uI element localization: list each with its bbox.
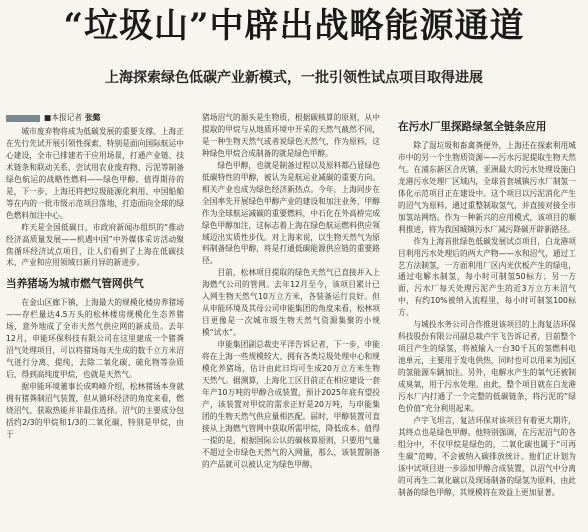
paragraph: 卢宇飞坦言，复洁环保对该项目有着更大期许，其终点也是绿色甲醇。他特别强调，在污泥沼气的各组分中，不仅甲烷是绿色的，二氧化碳也属于“可再生碳”范畴，不会被纳入碳排放统计。他们正计划为该中试项目进一步添加甲醇合成装置，以沼气中分离的可再生二氧化碳以及现场制备的绿氢为原料，由此制备的绿色甲醇，其规模将在效益上更加显著。 <box>398 415 576 497</box>
section-heading: 当养猪场为城市燃气管网供气 <box>6 278 144 291</box>
paragraph: 昨天是全国低碳日，市政府新闻办组织的“推动经济高质量发展——机遇中国”中外媒体采访活动聚焦循环经济试点项目，让人们看到了上海在低碳技术、产业和应用领域日新月异的新进步。 <box>6 222 184 268</box>
section-heading: 在污水厂里探路绿氢全链条应用 <box>398 121 547 133</box>
paragraph: 猪场沼气的源头是生物质，根据碳核算的原则，从中提取的甲烷与从地质环境中开采的天然气截然不同，是一种生物天然气或者说绿色天然气，作为原料，这种绿色甲烷合成制备的就是绿色甲醇。 <box>202 113 380 158</box>
paragraph: 在金山区廊下镇，上海最大的规模化楼房养猪场——存栏量达4.5万头的松林楼房规模化生态养猪场，意外地成了全市天然气供应网的新成员。去年12月，申能环保科技有限公司在这里建成一个猪粪沼气处理项目，可以将猪场每天生成的数千立方米沼气进行分离、提纯，去除二氧化碳、硫化物等杂质后，得到高纯度甲烷，也就是天然气。 <box>6 298 184 380</box>
headline: “垃圾山”中辟出战略能源通道 <box>63 6 525 46</box>
subheadline: 上海探索绿色低碳产业新模式，一批引领性试点项目取得进展 <box>105 70 483 86</box>
paragraph: 据申能环境董事长成鸣峰介绍，松林猪场本身就拥有猪粪制沼气装置，但从循环经济的角度来看，燃烧沼气、获取热能并非最佳选择。沼气的主要成分包括约2/3的甲烷和1/3的二氧化碳，特别是甲烷，由于 <box>6 382 184 439</box>
paragraph: 目前，松林项目提取的绿色天然气已直接并入上海燃气公司的管网。去年12月至今，该项目累计已入网生物天然气10万立方米，各装备运行良好。但从申能环境及其母公司申能集团的角度来看，松林项目更像是一次城市级生物天然气资源集聚的小规模“试水”。 <box>202 268 380 338</box>
byline-bar-decoration <box>6 115 40 122</box>
byline-prefix: ■本报记者 <box>44 113 83 122</box>
column-3 <box>398 112 576 499</box>
paragraph: 绿色甲醇，也就是制备过程以及原料都凸显绿色低碳特性的甲醇，被认为是航运业减碳的重要方向。相关产业也成为绿色经济新热点。今年，上海同步在全国率先开展绿色甲醇产业的建设和加注业务，甲醇作为全球航运减碳的重要燃料，中石化在外高桥完成绿色甲醇加注，这标志着上海在绿色航运燃料供应领域迈出实质性步伐。对上海来说，以生物天然气为原料制备绿色甲醇，将是打通低碳能源供应链的重要路径。 <box>202 160 380 266</box>
byline-author: 张懿 <box>85 113 101 122</box>
paragraph: 作为上海首批绿色低碳发展试点项目，白龙港项目利用污水处理后的两大产物——水和沼气，通过工艺方法制氢，一方面利用厂区内光伏板产生的绿电，通过电解水制氢，每小时可制氢50标方；另一方面，污水厂每天处理污泥产生的近3万立方米沼气中，有约10%被纳入流程里，每小时可制氢100标方。 <box>398 236 576 318</box>
paragraph: 与城投水务公司合作推进该项目的上海复洁环保科技股份有限公司副总裁卢宇飞告诉记者，目前整个项目产生的绿氢，将被输入一台30千瓦的氢燃料电池单元，主要用于发电供热，同时也可以用来为园区的氢能源车辆加注。另外，电解水产生的氧气还被制成臭氧，用于污水处理。由此，整个项目就在白龙港污水厂内打通了一个完整的低碳链条，将污泥的“绿色价值”充分利用起来。 <box>398 320 576 413</box>
paragraph: 申能集团副总裁史平洋告诉记者，下一步，申能将在上海一些规模较大、拥有各类垃圾处理中心和规模化养猪场，估计由此日均可生成20万立方米生物天然气。据测算，上海化工区目前正在相应建设一套年产10万吨的甲醇合成装置，预计2025年底有望投产，该装置对甲烷的需求正好是20万吨，与申能集团的生物天然气供应量相匹配。届时，甲醇装置可直接从上海燃气管网中获取所需甲烷，降低成本。值得一提的是，根据国际公认的碳核算原则，只要用气量不超过全市绿色天然气的入网量，那么，该装置制备的产品就可以被认定为绿色甲醇。 <box>202 340 380 469</box>
paragraph: 除了湿垃圾和畜禽粪便外，上海还在探索利用城市中的另一个生物质资源——污水污泥提取生物天然气。在浦东新区合庆镇，亚洲最大的污水处理设施白龙港污水处理厂区域内，全球首套城镇污水厂制氢一体化示范项目正在建设中。这个项目以污泥消化产生的沼气为原料，通过重整制取氢气，并直接对接全市加氢站网络。作为一种新兴的应用模式，该项目的顺利推进，将为我国城镇污水厂减污降碳开辟新路径。 <box>398 141 576 234</box>
column-2 <box>202 112 380 471</box>
column-1 <box>6 112 184 441</box>
byline <box>6 112 184 124</box>
paragraph: 城市废弃物将成为低碳发展的重要支撑。上海正在先行先试开展引领性探索，特别是面向国际航运中心建设，全市已排建若干应用场景，打通产业链、技术链条和联动关系，尝试用农业废弃物、污泥等制备绿色航运的战略性燃料——绿色甲醇。值得期待的是，下一步，上海还将把垃圾能源化利用、中国船舶等在内的一批市级示范项目落地，打造面向全球的绿色燃料加注中心。 <box>6 127 184 220</box>
